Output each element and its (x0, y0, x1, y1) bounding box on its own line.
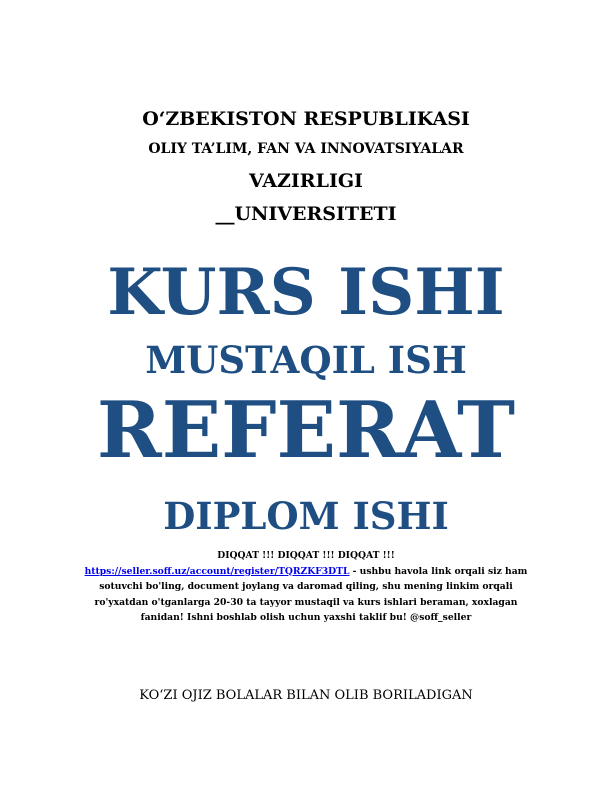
notice-body: - ushbu havola link orqali siz ham sotuvchi bo'ling, document joylang va daromad qiling, shu mening linkim orqali ro'yxatdan o'tganlarga 20-30 ta tayyor mustaqil va kurs ishlari beraman, xoxlagan fanidan! Ishni boshlab olish uchun yaxshi taklif bu! @soff_seller (94, 565, 528, 623)
notice-block (84, 548, 528, 626)
header-ministry-cont: VAZIRLIGI (249, 170, 363, 192)
header-university: __UNIVERSITETI (215, 203, 397, 225)
register-link[interactable]: https://seller.soff.uz/account/register/TQRZKF3DTL (84, 565, 350, 577)
title-kurs-ishi: KURS ISHI (107, 255, 505, 330)
title-referat: REFERAT (96, 385, 516, 476)
header-ministry: OLIY TA’LIM, FAN VA INNOVATSIYALAR (148, 141, 464, 157)
title-diplom-ishi: DIPLOM ISHI (163, 494, 449, 538)
footer-topic: KO‘ZI OJIZ BOLALAR BILAN OLIB BORILADIGAN (139, 688, 473, 703)
title-mustaqil-ish: MUSTAQIL ISH (145, 338, 467, 382)
notice-heading: DIQQAT !!! DIQQAT !!! DIQQAT !!! (217, 550, 395, 561)
header-country: O‘ZBEKISTON RESPUBLIKASI (142, 108, 470, 130)
